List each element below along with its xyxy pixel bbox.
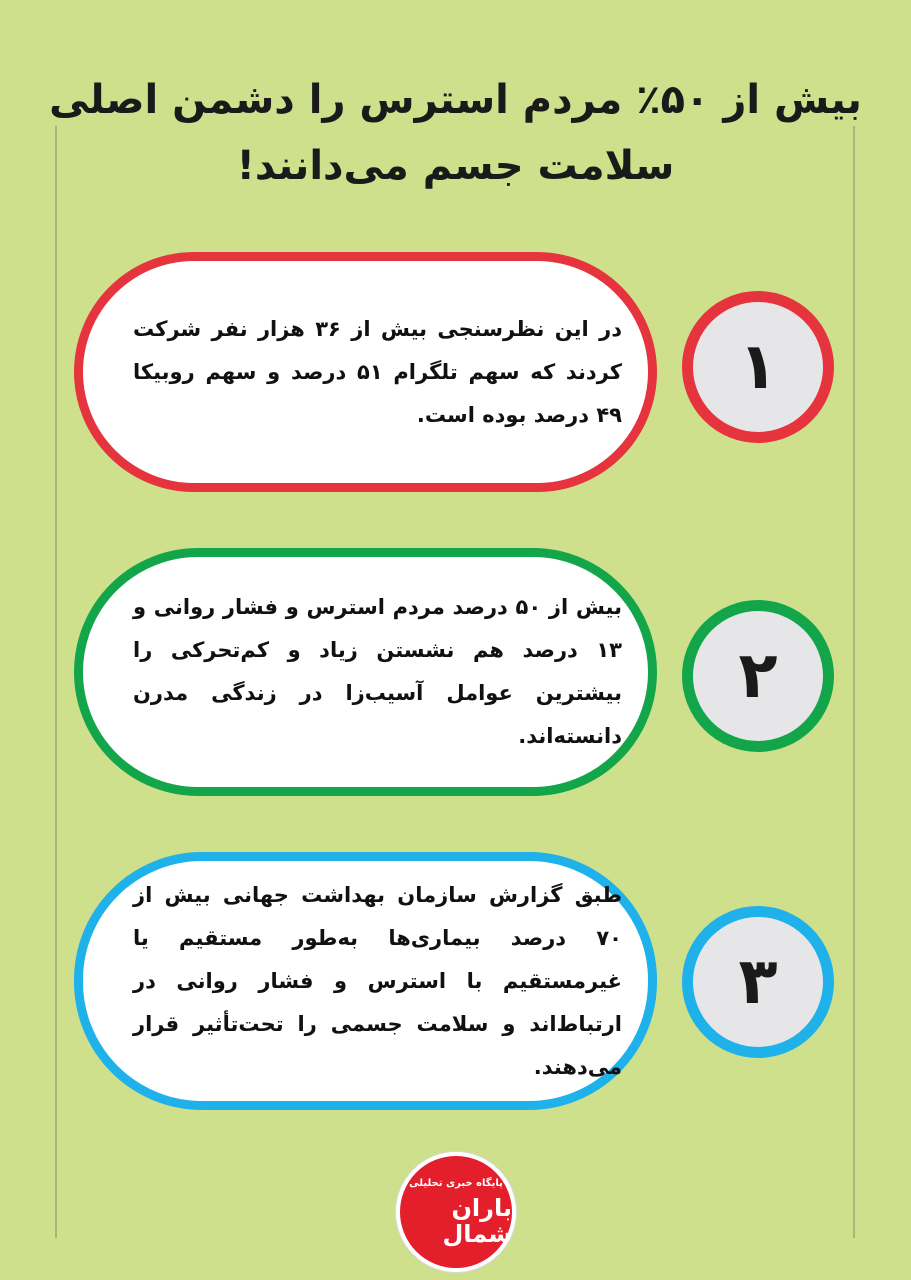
page-title	[30, 67, 881, 199]
fact-card-2	[74, 548, 657, 796]
number-badge-2: ۲	[682, 600, 834, 752]
logo-subtitle: پایگاه خبری تحلیلی	[409, 1177, 503, 1189]
logo-name: باران شمال	[442, 1193, 512, 1248]
fact-text-3: طبق گزارش سازمان بهداشت جهانی بیش از ۷۰ درصد بیماری‌ها به‌طور مستقیم یا غیرمستقیم با استرس و فشار روانی در ارتباط‌اند و سلامت جسمی را تحت‌تأثیر قرار می‌دهند.	[133, 882, 622, 1079]
title-line-1: بیش از ۵۰٪ مردم استرس را دشمن اصلی	[49, 76, 862, 123]
fact-card-3	[74, 852, 657, 1110]
fact-text-2: بیش از ۵۰ درصد مردم استرس و فشار روانی و ۱۳ درصد هم نشستن زیاد و کم‌تحرکی را بیشترین عوامل آسیب‌زا در زندگی مدرن دانسته‌اند.	[133, 595, 622, 748]
fact-text-1: در این نظرسنجی بیش از ۳۶ هزار نفر شرکت کردند که سهم تلگرام ۵۱ درصد و سهم روبیکا ۴۹ درصد بوده است.	[133, 316, 622, 427]
title-line-2: سلامت جسم می‌دانند!	[236, 142, 675, 189]
fact-card-1	[74, 252, 657, 492]
brand-logo	[396, 1152, 516, 1272]
number-badge-1: ۱	[682, 291, 834, 443]
number-badge-3: ۳	[682, 906, 834, 1058]
